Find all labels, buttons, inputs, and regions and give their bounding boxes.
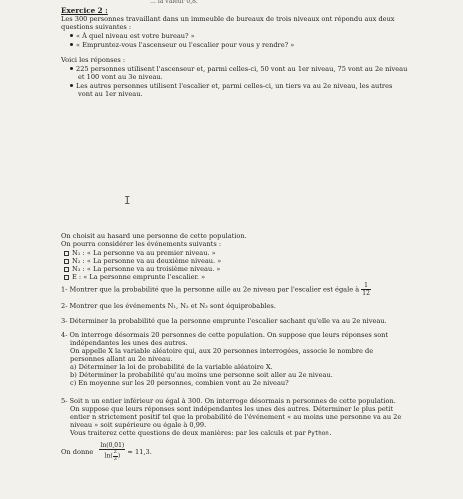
question-5-line-1: 5- Soit n un entier inférieur ou égal à 300. On interroge désormais n personnes de cette population. — [61, 397, 396, 405]
bullet-icon — [70, 84, 73, 87]
question-item-1: « À quel niveau est votre bureau? » — [70, 32, 195, 40]
given-formula: On donne ln(0,01) ln( $\frac{2}{3}$ ) ≈ 11,3. — [61, 442, 152, 462]
python-word: Python. — [307, 431, 333, 437]
question-4b: b) Déterminer la probabilité qu'au moins une personne soit aller au 2e niveau. — [70, 371, 333, 379]
question-4-line-3: On appelle X la variable aléatoire qui, aux 20 personnes interrogées, associe le nombre de — [70, 347, 374, 355]
intro-line-1: Les 300 personnes travaillant dans un immeuble de bureaux de trois niveaux ont répondu aux deux — [61, 15, 395, 23]
question-4c: c) En moyenne sur les 20 personnes, combien vont au 2e niveau? — [70, 379, 289, 387]
top-fragment: … la valeur 0,8. — [150, 0, 198, 5]
setup-line-2: On pourra considérer les événements suivants : — [61, 240, 222, 248]
response-item-2-cont: vont au 1er niveau. — [78, 90, 143, 98]
bullet-icon — [70, 34, 73, 37]
checkbox-icon — [64, 251, 69, 256]
response-item-2: Les autres personnes utilisent l'escalier et, parmi celles-ci, un tiers va au 2e niveau, les autres — [70, 82, 392, 90]
question-4a: a) Déterminer la loi de probabilité de la variable aléatoire X. — [70, 363, 273, 371]
fraction-one-twelfth: $\frac{1}{12}$ — [362, 282, 370, 297]
question-5-python: Vous traiterez cette questions de deux manières: par les calculs et par Python. — [70, 429, 333, 437]
event-n2: N₂ : « La personne va au deuxième niveau. » — [64, 257, 221, 265]
event-e: E : « La personne emprunte l'escalier. » — [64, 273, 205, 281]
question-2: 2- Montrer que les événements N₁, N₂ et N₃ sont équiprobables. — [61, 302, 276, 310]
text-cursor-icon: I — [124, 194, 131, 207]
event-n3: N₃ : « La personne va au troisième niveau. » — [64, 265, 220, 273]
exercise-title: Exercice 2 : — [61, 6, 108, 15]
event-n1: N₁ : « La personne va au premier niveau. » — [64, 249, 216, 257]
checkbox-icon — [64, 259, 69, 264]
question-5-line-3: entier n strictement positif tel que la probabilité de l'événement « au moins une personne va au 2e — [70, 413, 402, 421]
question-4-line-2: indépendantes les unes des autres. — [70, 339, 188, 347]
question-5-line-4: niveau » soit supérieure ou égale à 0,99. — [70, 421, 207, 429]
response-item-1-cont: et 100 vont au 3e niveau. — [78, 73, 163, 81]
bullet-icon — [70, 43, 73, 46]
responses-heading: Voici les réponses : — [61, 56, 126, 64]
question-5-line-2: On suppose que leurs réponses sont indépendantes les unes des autres. Déterminer le plus petit — [70, 405, 394, 413]
two-thirds-fraction: $\frac{2}{3}$ — [113, 449, 117, 462]
intro-line-2: questions suivantes : — [61, 23, 132, 31]
checkbox-icon — [64, 267, 69, 272]
question-item-2: « Empruntez-vous l'ascenseur ou l'escalier pour vous y rendre? » — [70, 41, 294, 49]
question-1: 1- Montrer que la probabilité que la personne aille au 2e niveau par l'escalier est égale à $\frac{1}{12}$ — [61, 282, 370, 297]
setup-line-1: On choisit au hasard une personne de cette population. — [61, 232, 247, 240]
question-4-line-1: 4- On interroge désormais 20 personnes de cette population. On suppose que leurs réponses sont — [61, 331, 389, 339]
question-3: 3- Déterminer la probabilité que la personne emprunte l'escalier sachant qu'elle va au 2e niveau. — [61, 317, 387, 325]
question-4-line-4: personnes allant au 2e niveau. — [70, 355, 173, 363]
bullet-icon — [70, 67, 73, 70]
response-item-1: 225 personnes utilisent l'ascenseur et, parmi celles-ci, 50 vont au 1er niveau, 75 vont au 2e niveau — [70, 65, 407, 73]
checkbox-icon — [64, 275, 69, 280]
log-fraction: ln(0,01) ln( $\frac{2}{3}$ ) — [100, 442, 125, 462]
